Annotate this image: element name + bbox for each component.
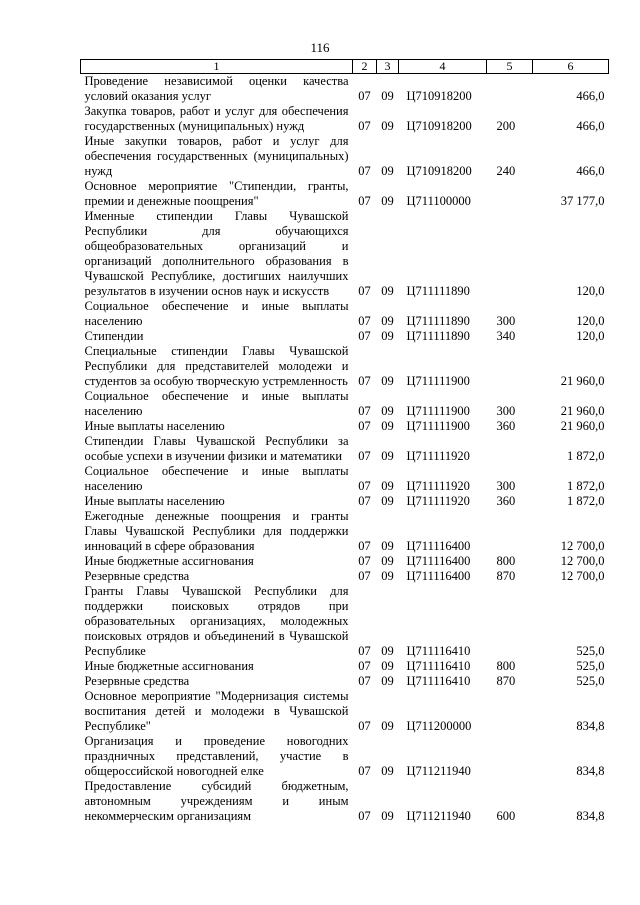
row-subsection: 09: [381, 89, 394, 103]
row-subsection: 09: [381, 644, 394, 658]
row-subsection: 09: [381, 569, 394, 583]
row-section: 07: [358, 89, 371, 103]
table-row: [81, 344, 609, 389]
budget-table: [80, 59, 609, 824]
row-name: Иные выплаты населению: [84, 419, 225, 433]
row-expense-type: 800: [496, 659, 516, 673]
row-target-code: Ц711116400: [406, 539, 471, 553]
table-row: [81, 494, 609, 509]
row-expense-type: [487, 584, 533, 659]
table-header-row: [81, 60, 609, 74]
header-col-2: 2: [353, 60, 377, 74]
row-subsection: 09: [381, 539, 394, 553]
row-section: 07: [358, 419, 371, 433]
row-section: 07: [358, 569, 371, 583]
row-name: Социальное обеспечение и иные выплаты населению: [84, 299, 349, 328]
row-name: Гранты Главы Чувашской Республики для поддержки поисковых отрядов при образовательных организациях, молодежных поисковых отрядов и объединений в Чувашской Республике: [84, 584, 349, 658]
row-subsection: 09: [381, 404, 394, 418]
row-subsection: 09: [381, 329, 394, 343]
row-name: Организация и проведение новогодних праздничных представлений, участие в общероссийской новогодней елке: [84, 734, 349, 778]
row-subsection: 09: [381, 764, 394, 778]
row-target-code: Ц711116410: [406, 644, 471, 658]
row-target-code: Ц711111920: [406, 449, 470, 463]
table-row: [81, 689, 609, 734]
row-amount: 834,8: [576, 719, 605, 733]
table-body: [81, 74, 609, 825]
page-number: 116: [310, 40, 330, 55]
row-subsection: 09: [381, 314, 394, 328]
row-subsection: 09: [381, 659, 394, 673]
row-amount: 21 960,0: [560, 374, 605, 388]
row-expense-type: 300: [496, 404, 516, 418]
row-name: Иные бюджетные ассигнования: [84, 659, 254, 673]
row-section: 07: [358, 494, 371, 508]
row-section: 07: [358, 479, 371, 493]
row-section: 07: [358, 449, 371, 463]
row-amount: 1 872,0: [567, 494, 605, 508]
row-amount: 120,0: [576, 284, 605, 298]
table-row: [81, 299, 609, 329]
row-section: 07: [358, 374, 371, 388]
row-amount: 21 960,0: [560, 419, 605, 433]
row-section: 07: [358, 659, 371, 673]
table-row: [81, 674, 609, 689]
row-section: 07: [358, 404, 371, 418]
table-row: [81, 734, 609, 779]
row-section: 07: [358, 644, 371, 658]
row-section: 07: [358, 719, 371, 733]
row-target-code: Ц711116410: [406, 674, 471, 688]
row-target-code: Ц711111920: [406, 479, 470, 493]
row-expense-type: [487, 179, 533, 209]
table-row: [81, 104, 609, 134]
header-col-5: 5: [487, 60, 533, 74]
table-row: [81, 74, 609, 105]
row-target-code: Ц711111900: [406, 419, 470, 433]
row-target-code: Ц711111900: [406, 374, 470, 388]
row-name: Именные стипендии Главы Чувашской Республики для обучающихся общеобразовательных организаций и организаций дополнительного образования в Чувашской Республике, достигших наилучших результатов в изучении основ наук и искусств: [84, 209, 349, 298]
row-amount: 12 700,0: [560, 554, 605, 568]
row-name: Ежегодные денежные поощрения и гранты Главы Чувашской Республики для поддержки инноваций в сфере образования: [84, 509, 349, 553]
header-col-3: 3: [377, 60, 399, 74]
row-amount: 834,8: [576, 809, 605, 823]
row-name: Иные выплаты населению: [84, 494, 225, 508]
row-amount: 1 872,0: [567, 449, 605, 463]
row-name: Закупка товаров, работ и услуг для обеспечения государственных (муниципальных) нужд: [84, 104, 349, 133]
row-section: 07: [358, 539, 371, 553]
row-subsection: 09: [381, 449, 394, 463]
row-name: Резервные средства: [84, 569, 190, 583]
row-name: Основное мероприятие "Стипендии, гранты, премии и денежные поощрения": [84, 179, 349, 208]
row-amount: 1 872,0: [567, 479, 605, 493]
row-name: Иные бюджетные ассигнования: [84, 554, 254, 568]
row-amount: 834,8: [576, 764, 605, 778]
row-section: 07: [358, 194, 371, 208]
row-target-code: Ц711116400: [406, 554, 471, 568]
row-subsection: 09: [381, 419, 394, 433]
table-row: [81, 179, 609, 209]
header-col-1: 1: [81, 60, 353, 74]
row-subsection: 09: [381, 809, 394, 823]
row-subsection: 09: [381, 119, 394, 133]
row-expense-type: [487, 74, 533, 105]
row-subsection: 09: [381, 674, 394, 688]
row-amount: 120,0: [576, 314, 605, 328]
row-expense-type: [487, 344, 533, 389]
row-section: 07: [358, 164, 371, 178]
row-expense-type: 240: [496, 164, 516, 178]
row-amount: 37 177,0: [560, 194, 605, 208]
row-expense-type: 340: [496, 329, 516, 343]
row-subsection: 09: [381, 719, 394, 733]
row-section: 07: [358, 329, 371, 343]
row-name: Социальное обеспечение и иные выплаты населению: [84, 464, 349, 493]
table-row: [81, 779, 609, 824]
table-row: [81, 554, 609, 569]
row-subsection: 09: [381, 554, 394, 568]
row-name: Социальное обеспечение и иные выплаты населению: [84, 389, 349, 418]
row-subsection: 09: [381, 374, 394, 388]
row-name: Специальные стипендии Главы Чувашской Республики для представителей молодежи и студентов за особую творческую устремленность: [84, 344, 349, 388]
row-expense-type: [487, 434, 533, 464]
row-expense-type: [487, 734, 533, 779]
row-expense-type: [487, 689, 533, 734]
row-target-code: Ц711116400: [406, 569, 471, 583]
row-target-code: Ц711111890: [406, 284, 470, 298]
row-section: 07: [358, 119, 371, 133]
row-target-code: Ц711116410: [406, 659, 471, 673]
row-subsection: 09: [381, 164, 394, 178]
row-name: Стипендии: [84, 329, 144, 343]
row-name: Стипендии Главы Чувашской Республики за особые успехи в изучении физики и математики: [84, 434, 349, 463]
row-subsection: 09: [381, 494, 394, 508]
table-row: [81, 569, 609, 584]
row-expense-type: 200: [496, 119, 516, 133]
table-row: [81, 329, 609, 344]
row-subsection: 09: [381, 479, 394, 493]
table-row: [81, 389, 609, 419]
row-name: Резервные средства: [84, 674, 190, 688]
table-row: [81, 464, 609, 494]
row-amount: 120,0: [576, 329, 605, 343]
row-name: Проведение независимой оценки качества условий оказания услуг: [84, 74, 349, 103]
row-section: 07: [358, 674, 371, 688]
header-col-4: 4: [399, 60, 487, 74]
row-target-code: Ц710918200: [406, 89, 472, 103]
row-section: 07: [358, 764, 371, 778]
row-amount: 12 700,0: [560, 569, 605, 583]
row-target-code: Ц711111890: [406, 314, 470, 328]
table-row: [81, 134, 609, 179]
row-section: 07: [358, 809, 371, 823]
table-row: [81, 434, 609, 464]
row-name: Предоставление субсидий бюджетным, автономным учреждениям и иным некоммерческим организациям: [84, 779, 349, 823]
row-expense-type: 870: [496, 569, 516, 583]
row-target-code: Ц711211940: [406, 809, 471, 823]
row-name: Иные закупки товаров, работ и услуг для обеспечения государственных (муниципальных) нужд: [84, 134, 349, 178]
row-expense-type: 800: [496, 554, 516, 568]
table-row: [81, 584, 609, 659]
row-section: 07: [358, 554, 371, 568]
table-row: [81, 209, 609, 299]
row-target-code: Ц711211940: [406, 764, 471, 778]
row-subsection: 09: [381, 284, 394, 298]
row-expense-type: 360: [496, 419, 516, 433]
row-expense-type: [487, 509, 533, 554]
row-expense-type: 870: [496, 674, 516, 688]
row-amount: 21 960,0: [560, 404, 605, 418]
row-expense-type: 360: [496, 494, 516, 508]
row-expense-type: 300: [496, 479, 516, 493]
row-subsection: 09: [381, 194, 394, 208]
row-target-code: Ц711111900: [406, 404, 470, 418]
table-row: [81, 509, 609, 554]
row-name: Основное мероприятие "Модернизация системы воспитания детей и молодежи в Чувашской Республике": [84, 689, 349, 733]
row-amount: 466,0: [576, 119, 605, 133]
row-target-code: Ц711111890: [406, 329, 470, 343]
row-target-code: Ц710918200: [406, 164, 472, 178]
row-amount: 525,0: [576, 644, 605, 658]
header-col-6: 6: [533, 60, 609, 74]
row-target-code: Ц711200000: [406, 719, 472, 733]
row-amount: 525,0: [576, 674, 605, 688]
row-expense-type: [487, 209, 533, 299]
row-expense-type: 300: [496, 314, 516, 328]
row-amount: 12 700,0: [560, 539, 605, 553]
row-section: 07: [358, 284, 371, 298]
row-amount: 525,0: [576, 659, 605, 673]
row-target-code: Ц711100000: [406, 194, 471, 208]
table-row: [81, 419, 609, 434]
row-target-code: Ц710918200: [406, 119, 472, 133]
row-target-code: Ц711111920: [406, 494, 470, 508]
row-amount: 466,0: [576, 89, 605, 103]
row-amount: 466,0: [576, 164, 605, 178]
table-row: [81, 659, 609, 674]
row-section: 07: [358, 314, 371, 328]
row-expense-type: 600: [496, 809, 516, 823]
